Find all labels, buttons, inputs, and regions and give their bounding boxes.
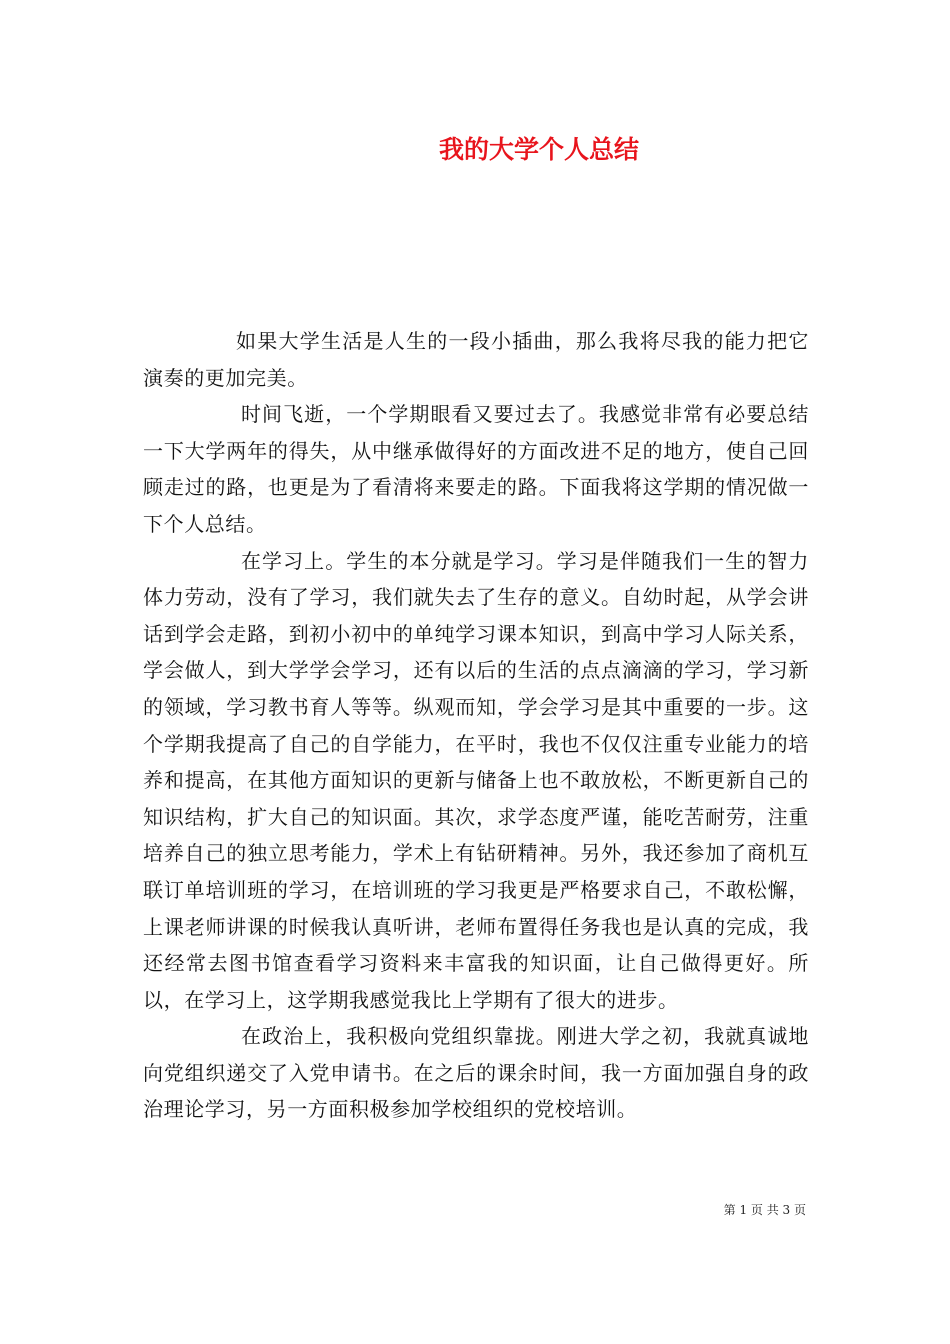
document-title: 我的大学个人总结 bbox=[438, 135, 639, 164]
paragraph-study: 在学习上。学生的本分就是学习。学习是伴随我们一生的智力体力劳动，没有了学习，我们就失去了生存的意义。自幼时起，从学会讲话到学会走路，到初小初中的单纯学习课本知识，到高中学习人际关系，学会做人，到大学学会学习，还有以后的生活的点点滴滴的学习，学习新的领域，学习教书育人等等。纵观而知，学会学习是其中重要的一步。这个学期我提高了自己的自学能力，在平时，我也不仅仅注重专业能力的培养和提高，在其他方面知识的更新与储备上也不敢放松，不断更新自己的知识结构，扩大自己的知识面。其次，求学态度严谨，能吃苦耐劳，注重培养自己的独立思考能力，学术上有钻研精神。另外，我还参加了商机互联订单培训班的学习，在培训班的学习我更是严格要求自己，不敢松懈，上课老师讲课的时候我认真听讲，老师布置得任务我也是认真的完成，我还经常去图书馆查看学习资料来丰富我的知识面，让自己做得更好。所以，在学习上，这学期我感觉我比上学期有了很大的进步。 bbox=[143, 548, 809, 1012]
page-number: 第 1 页 共 3 页 bbox=[723, 1203, 806, 1217]
document-body bbox=[143, 323, 809, 1128]
paragraph-overview: 时间飞逝，一个学期眼看又要过去了。我感觉非常有必要总结一下大学两年的得失，从中继承做得好的方面改进不足的地方，使自己回顾走过的路，也更是为了看清将来要走的路。下面我将这学期的情况做一下个人总结。 bbox=[143, 402, 809, 536]
paragraph-intro: 如果大学生活是人生的一段小插曲，那么我将尽我的能力把它演奏的更加完美。 bbox=[143, 329, 809, 390]
paragraph-politics: 在政治上，我积极向党组织靠拢。刚进大学之初，我就真诚地向党组织递交了入党申请书。在之后的课余时间，我一方面加强自身的政治理论学习，另一方面积极参加学校组织的党校培训。 bbox=[143, 1024, 809, 1122]
